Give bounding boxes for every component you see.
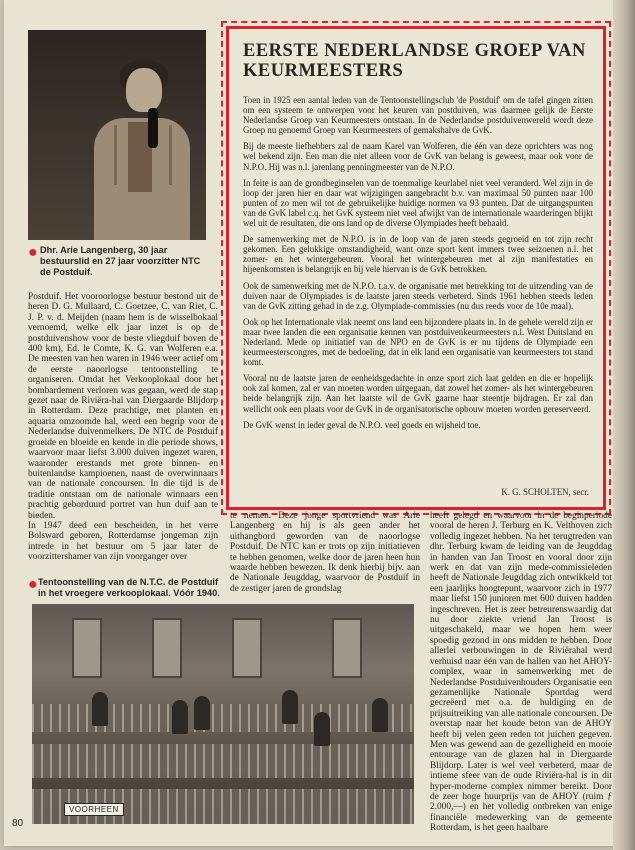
column1-paragraph: In 1947 deed een bescheiden, in het verre Bolsward geboren, Rotterdamse jongeman zijn intrede in het bestuur om 5 jaar later de voorzittershamer van zijn voorganger over	[28, 520, 218, 563]
box-paragraph: Ook op het Internationale vlak neemt ons land een bijzondere plaats in. In de gehele wereld zijn er maar twee landen die een organisatie kennen van postduivenkeurmeesters n.l. West Duitsland en Nederland. Mede op initiatief van de NPO en de GvK is er nu tijdens de Olympiade een keurmeesterscongres, met de bedoeling, dat in elk land een organisatie van keurmeesters tot stand komt.	[243, 316, 593, 368]
photo-tag: VOORHEEN	[64, 803, 124, 816]
keurmeesters-box	[226, 26, 606, 510]
article-column-1	[28, 292, 218, 563]
photo-caption-exhibition: Tentoonstelling van de N.T.C. de Postduif in het vroegere verkooplokaal. Vóór 1940.	[38, 577, 220, 598]
box-paragraph: Bij de meeste liefhebbers zal de naam Karel van Wolferen, die één van deze oprichters was nog wel bekend zijn. Een man die niet alleen voor de GvK van belang is geweest, maar ook voor de N.P.O. Hij was n.l. jarenlang penningmeester van de N.P.O.	[243, 141, 593, 172]
exhibition-photo	[32, 604, 414, 824]
box-paragraph: Ook de samenwerking met de N.P.O. t.a.v. de organisatie met betrekking tot de uitzending van de duiven naar de Olympiades is de laatste jaren steeds verbeterd. Sinds 1961 hebben steeds leden van de GvK zitting gehad in de z.g. Olympiade-commissies (nu dus reeds voor de 10e maal).	[243, 280, 593, 311]
article-column-3: heeft gelegd en waarvoor in de beginperiode vooral de heren J. Terburg en K. Velthoven zich volledig ingezet hebben. Na het terugtreden van dhr. Terburg kwam de leiding van de Jeugddag in handen van Jan Troost en vooral door zijn werk en dat van zijn mede-commissieleden heeft de Nationale Jeugddag zich ontwikkeld tot een jaarlijks hoogtepunt, waarvoor zich in 1977 maar liefst 150 junioren met 600 duiven hadden ingeschreven. Het is zeer betreurenswaardig dat nu door ziekte vriend Jan Troost is uitgeschakeld, maar we hopen hem weer spoedig gezond in ons midden te hebben. Door allerlei verbouwingen in de Riviërahal werd verhuisd naar één van de hallen van het AHOY-complex, waar in samenwerking met de Nederlandse Postduivenhouders Organisatie een gezamenlijke Nationale Sportdag werd gecreëerd met o.a. de huldiging en de prijsuitreiking van alle nationale concoursen. De overstap naar het koude beton van de AHOY heeft bij velen geen reden tot juichen gegeven. Men was gewend aan de gezelligheid en mooie entourage van de glazen hal in Diergaarde Blijdorp. Later is wel veel verbeterd, maar de intieme sfeer van de oude Riviëra-hal is in dit hyper-moderne complex nimmer bereikt. Door de zeer hoge huurprijs van de AHOY (ruim ƒ 2.000,—) en het volledig ontbreken van enige financiële medewerking van de gemeente Rotterdam, is het geen haalbare	[430, 511, 612, 834]
box-title: EERSTE NEDERLANDSE GROEP VAN KEURMEESTERS	[243, 41, 586, 81]
red-bullet-icon: ●	[28, 244, 38, 261]
box-paragraph: De samenwerking met de N.P.O. is in de loop van de jaren steeds gegroeid en tot zijn recht gekomen. Een gelukkige omstandigheid, want onze sport kent immers twee seizoenen n.l. het zomer- en het wintergebeuren. Vooral het wintergebeuren met al zijn manifestaties en hijeenkomsten is belangrijk en bij vele hiervan is de GvK betrokken.	[243, 234, 593, 275]
box-paragraph: Toen in 1925 een aantal leden van de Tentoonstellingsclub 'de Postduif' om de tafel gingen zitten om een systeem te ontwerpen voor het keuren van postduiven, was daarmee gelijk de Eerste Nederlandse Groep van Keurmeesters ontstaan. In de Nederlandse postduivenwereld wordt deze Groep nu genoemd Groep van Keurmeesters of gemakshalve de GvK.	[243, 95, 593, 136]
box-paragraph: Vooral nu de laatste jaren de eenheidsgedachte in onze sport zich laat gelden en die er hopelijk ook zal komen, zal er van moeten worden uitgegaan, dat zowel het zomer- als het wintergebeuren beide belangrijk zijn. Aan het laatste wil de GvK gaarne haar steentje bijdragen. Er zal dan wellicht ook een plaats voor de GvK in de organisatorische opbouw moeten worden gereserveerd.	[243, 373, 593, 414]
box-paragraph: In feite is aan de grondbeginselen van de toenmalige keurlabel niet veel veranderd. Wel zijn in de loop der jaren hier en daar wat wijzigingen aangebracht b.v. van maximaal 50 punten naar 100 punten of zo men wil tot de gebruikelijke huidige normen va 93 punten. Dat de uitgangspunten van de GvK label c.q. het GvK systeem niet veel afwijkt van de internationale waarderingen blijkt wel uit de resultaten, die ons land op de diverse Olympiades heeft behaald.	[243, 177, 593, 229]
box-paragraph: De GvK wenst in ieder geval de N.P.O. veel goeds en wijsheid toe.	[243, 419, 481, 430]
article-column-2: te nemen. Deze jonge sportvriend was Arie Langenberg en hij is als geen ander het uithangbord geworden van de naoorlogse Postduif. De NTC kan er trots op zijn initiatieven te hebben genomen, welke door de jaren heen hun waarde hebben bewezen. Ik denk hierbij bijv. aan de Nationale Jeugddag, waarvoor de Postduif in de zestiger jaren de grondslag	[230, 511, 420, 594]
box-body	[243, 95, 593, 436]
column1-paragraph: Postduif. Het vooroorlogse bestuur bestond uit de heren D. G. Mullaard, C. Goetzee, C. van Riet, C. J. P. v. d. Meijden (naam hem is de wisselbokaal vernoemd, welke elk jaar inzet is op de postduivenshow voor de beste vliegduif boven de 400 km), Ed. le Comte, K. G. van Wolferen e.a. De meesten van hen waren in 1946 weer actief om de eerste naoorlogse tentoonstelling te organiseren. Omdat het Verkooplokaal door het bombardement verloren was gegaan, werd de stap gezet naar de Riviëra-hal van Diergaarde Blijdorp in Rotterdam. Deze prachtige, met planten en aquaria omzoomde hal, werd een begrip voor de Nederlandse duivenmelkers. De NTC de Postduif groeide en bloeide en kende in die periode shows, waarvoor maar liefst 3.000 duiven ingezet waren, waaronder erestands met grote binnen- en buitenlandse kampioenen, naast de overwinnaars van de nationale concoursen. In die tijd is de traditie ontstaan om de nationale winnaars een prachtig geborduurd portret van hun duif aan te bieden.	[28, 292, 218, 521]
page-number: 80	[12, 818, 24, 829]
speaker-photo	[28, 30, 206, 240]
magazine-page	[4, 0, 614, 846]
book-edge	[613, 0, 635, 850]
photo-caption-speaker: Dhr. Arie Langenberg, 30 jaar bestuurslid en 27 jaar voorzitter NTC de Postduif.	[40, 245, 201, 277]
red-bullet-icon: ●	[28, 576, 38, 593]
box-signature: K. G. SCHOLTEN, secr.	[501, 487, 589, 497]
